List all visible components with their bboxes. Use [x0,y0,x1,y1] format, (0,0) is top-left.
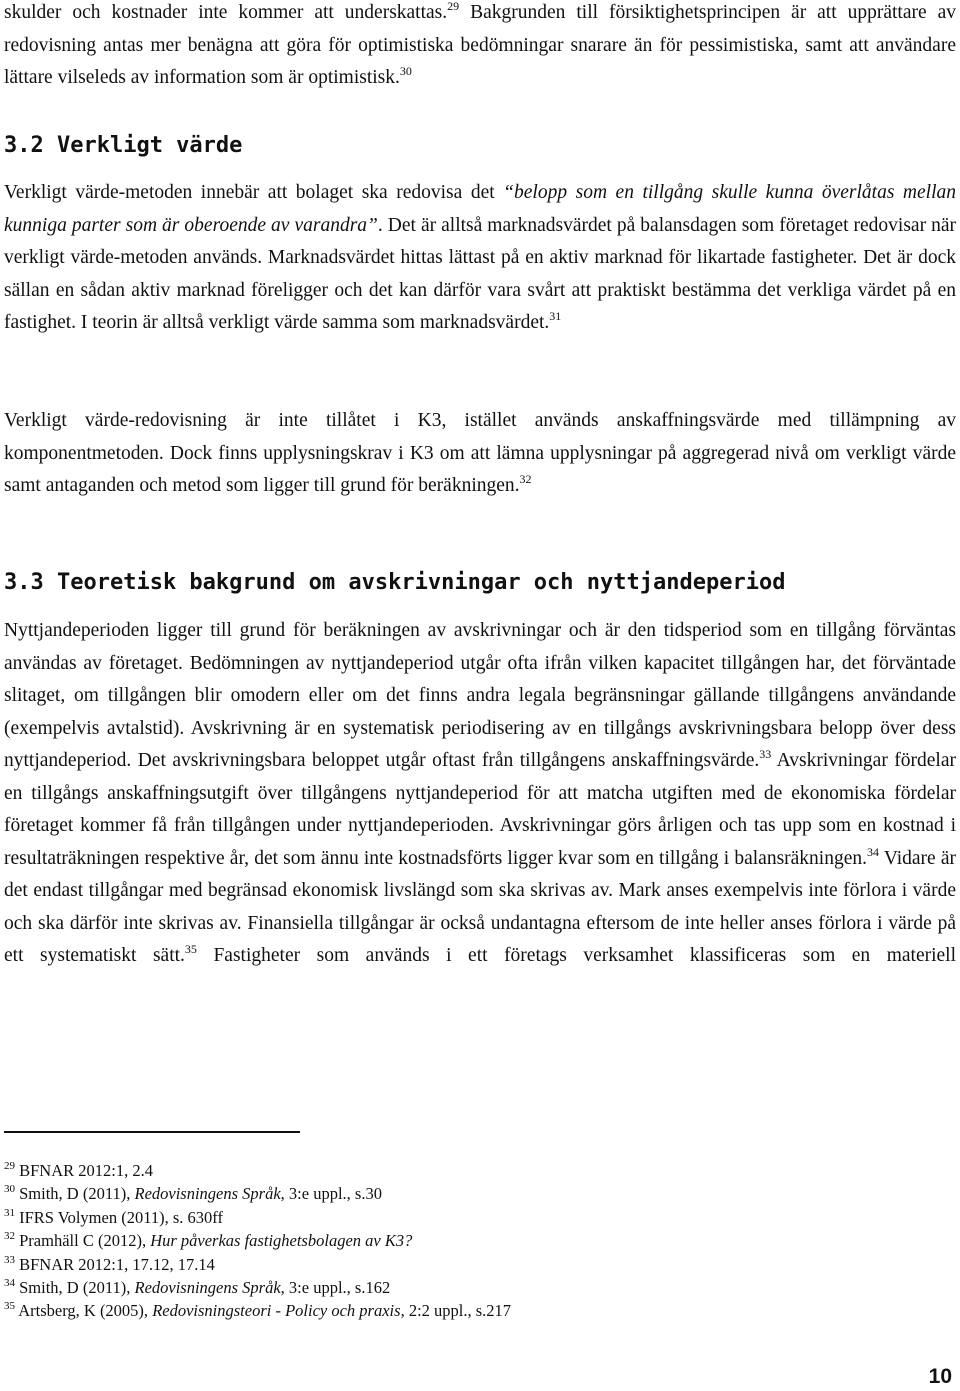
paragraph-prudence-principle [4,0,956,95]
text-run: Bakgrunden till försiktighetsprincipen är att upprättare av redovisning antas mer benägna att göra för optimistiska bedömningar snarare än för pessimistiska, samt att användare lättare vilseleds av information som är optimistisk. [4,2,956,88]
footnotes [4,1159,511,1323]
footnote-number: 35 [4,1300,15,1313]
footnote-text: BFNAR 2012:1, 2.4 [15,1161,153,1180]
footnote-item [4,1159,511,1182]
footnote-separator [4,1131,300,1133]
footnote-text: IFRS Volymen (2011), s. 630ff [15,1207,223,1227]
footnote-number: 34 [4,1277,15,1290]
footnote-ref-33[interactable]: 33 [759,747,772,761]
text-run: Verkligt värde-metoden innebär att bolaget ska redovisa det [4,182,504,203]
paragraph-useful-life [4,615,956,973]
footnote-text: Pramhäll C (2012), [15,1231,151,1251]
page-number: 10 [928,1365,952,1388]
footnote-text: Smith, D (2011), [15,1184,135,1204]
text-run: Avskrivningar fördelar en tillgångs anskaffningsutgift över tillgångens nyttjandeperiod för att matcha utgiften med de ekonomiska fördelar företaget kommer få från tillgången under nyttjandeperioden. Avskrivningar görs årligen och tas upp som en kostnad i resultaträkningen respektive år, det som ännu inte kostnadsförts ligger kvar som en tillgång i balansräkningen. [4,750,956,869]
footnote-ref-35[interactable]: 35 [184,942,197,956]
footnote-ref-32[interactable]: 32 [519,472,532,486]
text-run: . Det är alltså marknadsvärdet på balansdagen som företaget redovisar när verkligt värde-metoden används. Marknadsvärdet hittas lättast på en aktiv marknad för likartade fastigheter. Det är dock sällan en sådan aktiv marknad föreligger och det kan därför vara svårt att praktiskt bestämma det verkliga värdet på en fastighet. I teorin är alltså verkligt värde samma som marknadsvärdet. [4,214,957,333]
footnote-item [4,1276,511,1299]
footnote-title: Hur påverkas fastighetsbolagen av K3? [150,1231,413,1251]
footnote-number: 31 [4,1206,15,1219]
footnote-text: , 3:e uppl., s.30 [280,1184,382,1204]
footnote-item [4,1253,511,1276]
text-run: Nyttjandeperioden ligger till grund för beräkningen av avskrivningar och är den tidsperiod som en tillgång förväntas användas av företaget. Bedömningen av nyttjandeperiod utgår ofta ifrån vilken kapacitet tillgången har, det förväntade slitaget, om tillgången blir omodern eller om det finns andra legala begränsningar gällande tillgångens användande (exempelvis avtalstid). Avskrivning är en systematisk periodisering av en tillgångs avskrivningsbara belopp över dess nyttjandeperiod. Det avskrivningsbara beloppet utgår oftast från tillgångens anskaffningsvärde. [4,620,956,771]
footnote-text: BFNAR 2012:1, 17.12, 17.14 [15,1254,215,1274]
footnote-number: 29 [4,1160,15,1172]
text-run: skulder och kostnader inte kommer att underskattas. [4,2,448,23]
section-heading-3-3: 3.3 Teoretisk bakgrund om avskrivningar och nyttjandeperiod [4,570,786,595]
footnote-text: Smith, D (2011), [15,1278,135,1298]
text-run: Verkligt värde-redovisning är inte tillåtet i K3, istället används anskaffningsvärde med tillämpning av komponentmetoden. Dock finns upplysningskrav i K3 om att lämna upplysningar på aggregerad nivå om verkligt värde samt antaganden och metod som ligger till grund för beräkningen. [4,410,956,496]
paragraph-k3-fair-value [4,405,956,503]
footnote-text: Artsberg, K (2005), [15,1301,153,1321]
footnote-text: , 2:2 uppl., s.217 [400,1301,512,1321]
footnote-ref-31[interactable]: 31 [549,309,562,323]
footnote-title: Redovisningens Språk [134,1184,281,1204]
footnote-ref-30[interactable]: 30 [399,64,412,78]
section-heading-3-2: 3.2 Verkligt värde [4,133,243,158]
footnote-item [4,1206,511,1229]
footnote-number: 32 [4,1230,15,1243]
footnote-number: 33 [4,1253,15,1266]
footnote-ref-34[interactable]: 34 [867,844,880,859]
footnote-title: Redovisningens Språk [134,1278,281,1298]
text-run: Fastigheter som används i ett företags verksamhet klassificeras som en materiell [196,945,956,966]
quoted-definition: “belopp som en tillgång skulle kunna överlåtas mellan kunniga parter som är oberoende av varandra” [4,182,957,236]
text-run: Vidare är det endast tillgångar med begränsad ekonomisk livslängd som ska skrivas av. Mark anses exempelvis inte förlora i värde och ska därför inte skrivas av. Finansiella tillgångar är också undantagna eftersom de inte heller anses förlora i värde på ett systematiskt sätt. [4,847,956,966]
footnote-item [4,1229,511,1252]
footnote-title: Redovisningsteori - Policy och praxis [152,1301,401,1321]
paragraph-fair-value [4,177,956,340]
footnote-item [4,1182,511,1205]
footnote-item [4,1299,511,1322]
footnote-text: , 3:e uppl., s.162 [280,1278,391,1298]
footnote-number: 30 [4,1183,15,1196]
footnote-ref-29[interactable]: 29 [447,0,460,13]
